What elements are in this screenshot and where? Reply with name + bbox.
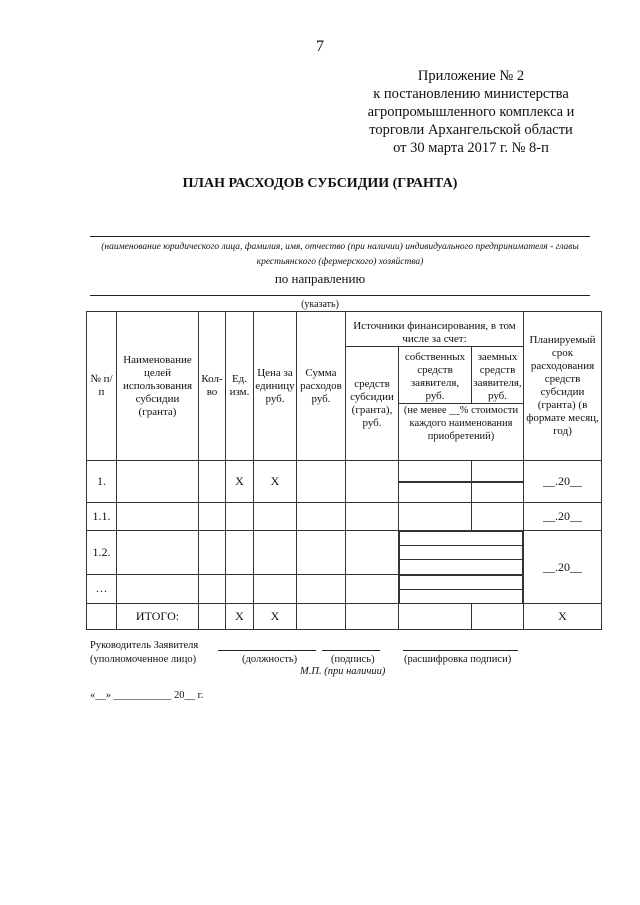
row-name-total: ИТОГО: bbox=[117, 604, 199, 630]
applicant-note: (наименование юридического лица, фамилия, имя, отчество (при наличии) индивидуального предпринимателя - главы крестьянского (фермерского) хозяйства) bbox=[101, 242, 579, 267]
header-price: Цена за единицу руб. bbox=[254, 312, 297, 461]
table-row-total bbox=[87, 604, 602, 630]
row-qty bbox=[199, 604, 226, 630]
row-own bbox=[399, 503, 472, 531]
row-unit: Х bbox=[226, 461, 254, 503]
row-name bbox=[117, 574, 199, 604]
signature-head-sub: (уполномоченное лицо) bbox=[90, 654, 197, 665]
row-loan bbox=[472, 503, 524, 531]
row-term: __.20__ bbox=[524, 461, 602, 503]
row-sum bbox=[297, 574, 346, 604]
row-qty bbox=[199, 531, 226, 575]
header-loan: заемных средств заявителя, руб. bbox=[472, 347, 524, 404]
row-qty bbox=[199, 503, 226, 531]
row-name bbox=[117, 461, 199, 503]
signature-decode: (расшифровка подписи) bbox=[404, 654, 512, 665]
row-num: 1.1. bbox=[87, 503, 117, 531]
row-num bbox=[87, 604, 117, 630]
row-sum bbox=[297, 503, 346, 531]
signature-head-label: Руководитель Заявителя bbox=[90, 640, 199, 651]
position-line bbox=[218, 650, 316, 651]
row-subsidy bbox=[346, 461, 399, 503]
row-name bbox=[117, 503, 199, 531]
table-row bbox=[87, 531, 602, 575]
row-unit bbox=[226, 503, 254, 531]
applicant-name-line bbox=[90, 236, 590, 237]
header-share-note: (не менее __% стоимости каждого наименования приобретений) bbox=[399, 404, 524, 461]
header-term: Планируемый срок расходования средств субсидии (гранта) (в формате месяц, год) bbox=[524, 312, 602, 461]
row-qty bbox=[199, 461, 226, 503]
header-unit: Ед. изм. bbox=[226, 312, 254, 461]
header-num: № п/п bbox=[87, 312, 117, 461]
row-unit bbox=[226, 531, 254, 575]
row-own-loan bbox=[399, 574, 524, 604]
direction-line bbox=[90, 295, 590, 296]
header-qty: Кол-во bbox=[199, 312, 226, 461]
header-sum: Сумма расходов руб. bbox=[297, 312, 346, 461]
signature-position: (должность) bbox=[242, 654, 298, 665]
row-num: 1.2. bbox=[87, 531, 117, 575]
expense-plan-table bbox=[86, 311, 602, 630]
row-price bbox=[254, 531, 297, 575]
row-sum bbox=[297, 531, 346, 575]
row-term: __.20__ bbox=[524, 503, 602, 531]
page-number: 7 bbox=[316, 38, 324, 55]
appendix-line-1: Приложение № 2 bbox=[417, 68, 525, 84]
appendix-line-3: агропромышленного комплекса и bbox=[367, 104, 575, 120]
row-price bbox=[254, 574, 297, 604]
table-row bbox=[87, 503, 602, 531]
row-sum bbox=[297, 461, 346, 503]
row-qty bbox=[199, 574, 226, 604]
sign-line bbox=[322, 650, 380, 651]
row-term: Х bbox=[524, 604, 602, 630]
row-unit bbox=[226, 574, 254, 604]
decode-line bbox=[403, 650, 518, 651]
row-own-loan bbox=[399, 531, 524, 575]
header-sources: Источники финансирования, в том числе за счет: bbox=[346, 312, 524, 347]
row-sum bbox=[297, 604, 346, 630]
row-subsidy bbox=[346, 604, 399, 630]
row-unit: Х bbox=[226, 604, 254, 630]
row-own bbox=[399, 604, 472, 630]
appendix-line-2: к постановлению министерства bbox=[373, 86, 569, 102]
row-loan bbox=[472, 461, 524, 503]
row-price: Х bbox=[254, 604, 297, 630]
row-name bbox=[117, 531, 199, 575]
appendix-header bbox=[356, 67, 586, 157]
row-num: … bbox=[87, 574, 117, 604]
row-subsidy bbox=[346, 574, 399, 604]
header-subsidy: средств субсидии (гранта), руб. bbox=[346, 347, 399, 461]
header-name: Наименование целей использования субсидии (гранта) bbox=[117, 312, 199, 461]
row-price: Х bbox=[254, 461, 297, 503]
signature-sign: (подпись) bbox=[331, 654, 375, 665]
row-subsidy bbox=[346, 503, 399, 531]
date-line: «__» ___________ 20__ г. bbox=[90, 690, 204, 701]
row-term: __.20__ bbox=[524, 531, 602, 604]
signature-seal: М.П. (при наличии) bbox=[300, 666, 386, 677]
row-num: 1. bbox=[87, 461, 117, 503]
document-title: ПЛАН РАСХОДОВ СУБСИДИИ (ГРАНТА) bbox=[182, 176, 458, 191]
row-own bbox=[399, 461, 472, 503]
table-row bbox=[87, 461, 602, 503]
header-own: собственных средств заявителя, руб. bbox=[399, 347, 472, 404]
appendix-line-4: торговли Архангельской области bbox=[369, 122, 573, 138]
row-price bbox=[254, 503, 297, 531]
specify-note: (указать) bbox=[301, 299, 339, 310]
direction-label: по направлению bbox=[274, 271, 366, 286]
row-loan bbox=[472, 604, 524, 630]
appendix-line-5: от 30 марта 2017 г. № 8-п bbox=[393, 140, 549, 156]
row-subsidy bbox=[346, 531, 399, 575]
